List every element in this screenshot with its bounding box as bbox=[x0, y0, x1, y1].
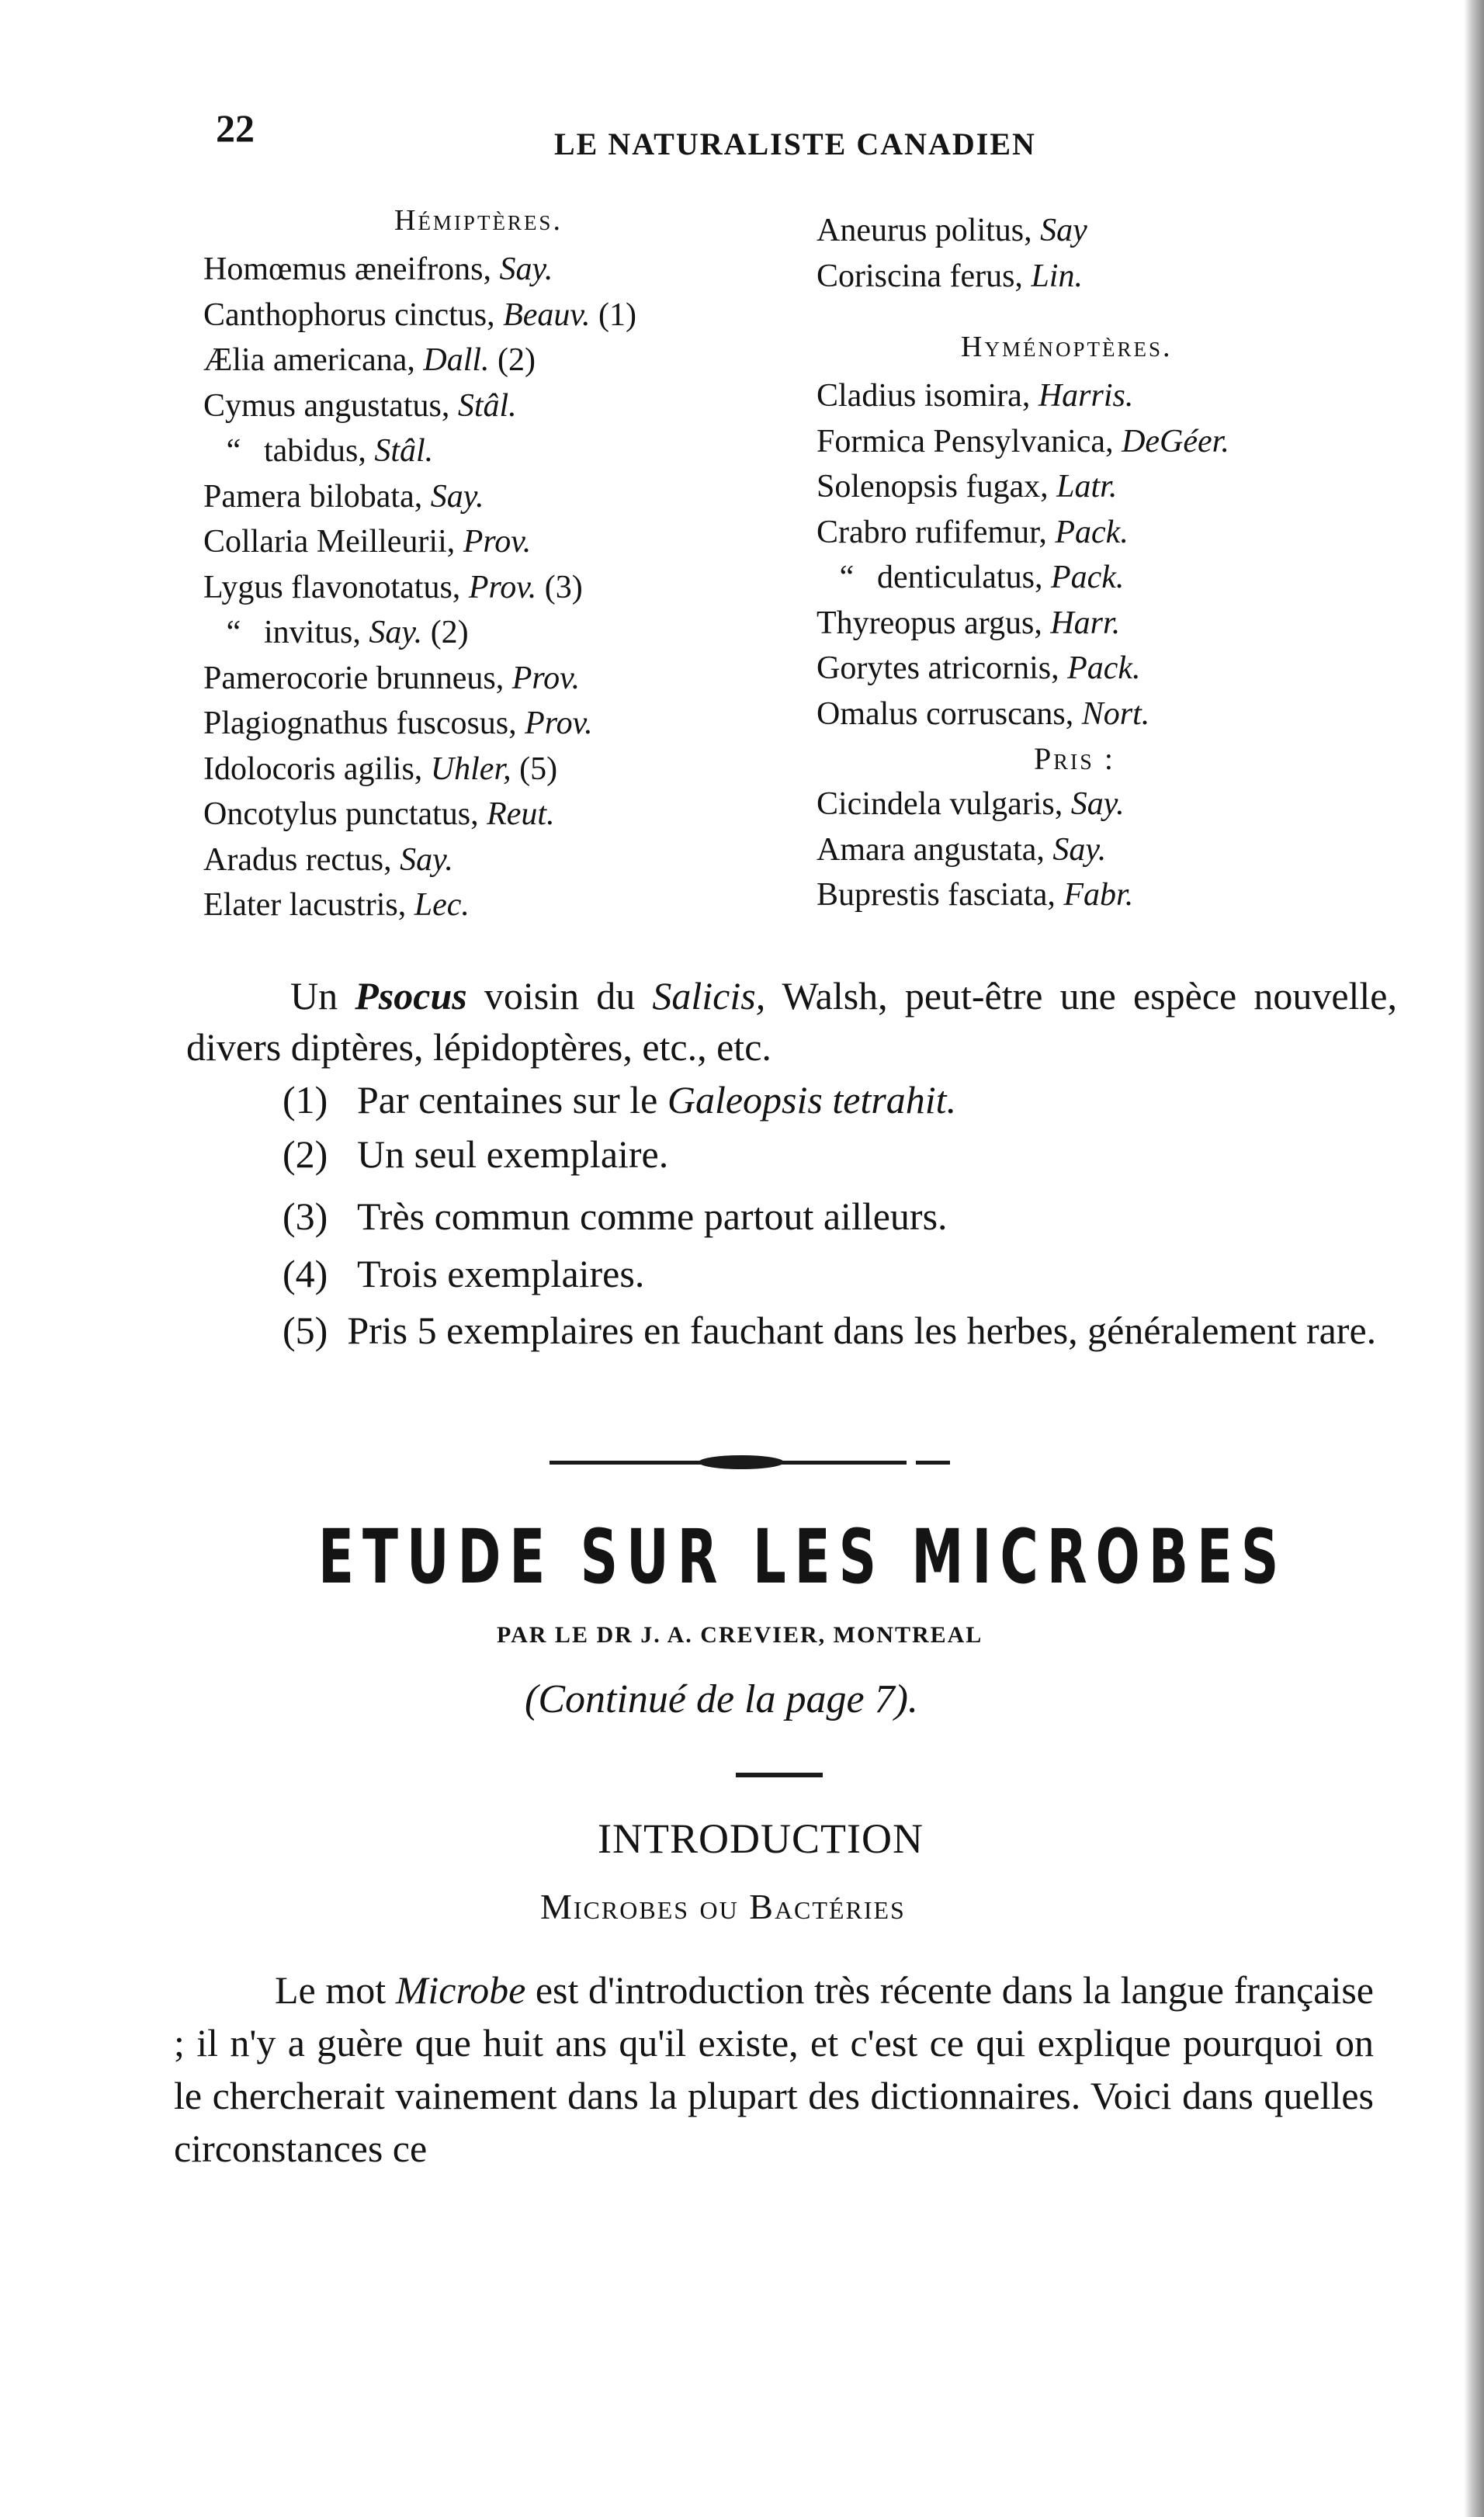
species-entry bbox=[203, 792, 793, 837]
species-name: Omalus corruscans, bbox=[817, 695, 1074, 732]
species-name: Crabro rufifemur, bbox=[817, 514, 1047, 550]
species-author: Say. bbox=[499, 251, 553, 287]
footnote bbox=[283, 1191, 948, 1242]
species-name: Canthophorus cinctus, bbox=[203, 296, 495, 333]
species-author: Prov. bbox=[525, 706, 593, 741]
species-name: Oncotylus punctatus, bbox=[203, 796, 479, 832]
body-text: est d'introduction très récente dans la langue française ; il n'y a guère que huit ans qu'il existe, et c'est ce qui explique pourquoi on le chercherait vainement dans la plupart des dictionnaires. Voici dans quelles circonstances ce bbox=[174, 1968, 1374, 2170]
species-author: Reut. bbox=[487, 796, 555, 832]
species-name: Solenopsis fugax, bbox=[817, 469, 1049, 504]
species-name: Aneurus politus, bbox=[817, 213, 1032, 248]
species-author: Harr. bbox=[1050, 605, 1121, 641]
article-title: ETUDE SUR LES MICROBES bbox=[318, 1513, 1288, 1600]
footnote-text: Par centaines sur le bbox=[357, 1078, 667, 1122]
footnote-text: Un seul exemplaire. bbox=[357, 1132, 669, 1176]
species-entry bbox=[817, 872, 1406, 918]
species-author: Pack. bbox=[1055, 514, 1129, 550]
species-name: Formica Pensylvanica, bbox=[817, 423, 1114, 459]
footnote-text: Très commun comme partout ailleurs. bbox=[357, 1194, 948, 1238]
footnote-text: Trois exemplaires. bbox=[357, 1252, 645, 1295]
footnote-ref: (2) bbox=[430, 615, 469, 650]
right-species-column bbox=[817, 208, 1406, 918]
species-name: Elater lacustris, bbox=[203, 887, 407, 923]
subsection-title: Microbes ou Bactéries bbox=[540, 1887, 906, 1926]
species-entry bbox=[203, 338, 793, 383]
species-author: Say. bbox=[369, 615, 423, 650]
species-author: Say. bbox=[400, 841, 453, 878]
paragraph-text: voisin du bbox=[466, 974, 653, 1018]
footnote-text: Pris 5 exemplaires en fauchant dans les herbes, généralement rare. bbox=[347, 1309, 1377, 1352]
species-author: DeGéer. bbox=[1122, 423, 1229, 459]
species-name: Cicindela vulgaris, bbox=[817, 786, 1063, 822]
footnote-ref: (3) bbox=[544, 569, 583, 605]
species-author: Uhler, bbox=[430, 751, 511, 787]
hemipteres-continued-list bbox=[817, 208, 1406, 299]
species-entry bbox=[203, 837, 793, 883]
short-rule bbox=[736, 1773, 823, 1777]
ditto-mark: “ bbox=[226, 615, 241, 650]
species-author: Harris. bbox=[1038, 378, 1134, 414]
footnote-ref: (2) bbox=[498, 342, 536, 378]
species-name: Buprestis fasciata, bbox=[817, 877, 1056, 913]
species-author: Say. bbox=[1070, 786, 1125, 822]
rule-dash bbox=[916, 1461, 950, 1465]
ditto-mark: “ bbox=[839, 560, 855, 595]
hymenopteres-list bbox=[817, 373, 1406, 737]
footnote-italic: Galeopsis tetrahit. bbox=[667, 1078, 957, 1122]
footnote-ref: (5) bbox=[519, 751, 558, 787]
section-heading-hymenopteres: Hyménoptères. bbox=[961, 331, 1173, 363]
species-author: Fabr. bbox=[1063, 877, 1134, 913]
species-name: Gorytes atricornis, bbox=[817, 650, 1059, 686]
species-entry bbox=[817, 555, 1406, 601]
pris-list bbox=[817, 782, 1406, 918]
species-entry bbox=[203, 519, 793, 565]
species-author: Say. bbox=[430, 478, 484, 515]
paragraph-text: Walsh, peut-être une espèce nouvelle, divers diptères, lépidoptères, etc., etc. bbox=[186, 974, 1397, 1069]
species-name: invitus, bbox=[264, 615, 361, 650]
species-name: Amara angustata, bbox=[817, 831, 1045, 868]
page-edge-shadow bbox=[1464, 0, 1484, 2517]
species-entry bbox=[203, 747, 793, 792]
species-entry bbox=[817, 208, 1406, 254]
section-title: INTRODUCTION bbox=[598, 1815, 924, 1862]
species-entry bbox=[817, 510, 1406, 556]
species-author: Nort. bbox=[1081, 695, 1150, 732]
species-author: Dall. bbox=[423, 342, 490, 378]
species-entry bbox=[203, 565, 793, 611]
species-entry bbox=[817, 254, 1406, 300]
pris-label: Pris : bbox=[1034, 741, 1115, 776]
species-author: Pack. bbox=[1067, 650, 1141, 686]
species-entry bbox=[817, 464, 1406, 510]
species-name: Idolocoris agilis, bbox=[203, 751, 423, 787]
species-entry bbox=[817, 419, 1406, 465]
species-entry bbox=[817, 692, 1406, 737]
species-name: Cymus angustatus, bbox=[203, 387, 450, 424]
left-species-column bbox=[203, 203, 793, 928]
species-name: denticulatus, bbox=[877, 560, 1043, 595]
species-name: Ælia americana, bbox=[203, 342, 415, 378]
species-entry bbox=[203, 247, 793, 293]
footnote-number: (1) bbox=[283, 1078, 328, 1122]
species-entry bbox=[817, 373, 1406, 419]
species-author: Stâl. bbox=[457, 387, 517, 424]
species-entry bbox=[817, 782, 1406, 827]
footnote-number: (2) bbox=[283, 1132, 328, 1176]
species-author: Stâl. bbox=[374, 433, 434, 469]
species-author: Prov. bbox=[511, 660, 581, 696]
footnote bbox=[186, 1304, 1397, 1357]
species-name: Pamerocorie brunneus, bbox=[203, 660, 504, 696]
species-entry bbox=[203, 701, 793, 747]
species-name: Lygus flavonotatus, bbox=[203, 569, 461, 605]
species-entry bbox=[203, 474, 793, 520]
species-name: Salicis, bbox=[652, 974, 766, 1018]
species-name: Cladius isomira, bbox=[817, 378, 1031, 414]
species-author: Latr. bbox=[1056, 469, 1118, 504]
species-name: Homœmus æneifrons, bbox=[203, 251, 491, 287]
species-entry bbox=[203, 383, 793, 429]
species-name: Aradus rectus, bbox=[203, 841, 392, 878]
species-name: Plagiognathus fuscosus, bbox=[203, 706, 517, 741]
section-heading-hemipteres: Hémiptères. bbox=[394, 204, 563, 237]
species-author: Lec. bbox=[414, 887, 470, 923]
species-author: Say bbox=[1040, 213, 1087, 248]
genus-name: Psocus bbox=[355, 974, 467, 1018]
psocus-paragraph bbox=[186, 970, 1397, 1073]
footnote bbox=[283, 1128, 668, 1180]
body-text: Le mot bbox=[275, 1968, 396, 2012]
species-entry bbox=[203, 610, 793, 656]
species-name: Coriscina ferus, bbox=[817, 258, 1023, 294]
body-italic-term: Microbe bbox=[395, 1968, 526, 2012]
species-author: Prov. bbox=[463, 524, 532, 560]
species-entry bbox=[203, 293, 793, 338]
species-author: Prov. bbox=[468, 569, 537, 605]
species-name: Thyreopus argus, bbox=[817, 605, 1042, 641]
species-name: tabidus, bbox=[264, 433, 366, 469]
footnote-number: (5) bbox=[283, 1309, 328, 1352]
article-byline: PAR LE DR J. A. CREVIER, MONTREAL bbox=[497, 1622, 983, 1648]
species-name: Collaria Meilleurii, bbox=[203, 524, 456, 560]
footnote-ref: (1) bbox=[598, 296, 636, 333]
hemipteres-list bbox=[203, 247, 793, 928]
species-entry bbox=[203, 656, 793, 702]
species-entry bbox=[203, 428, 793, 474]
footnote bbox=[283, 1074, 956, 1125]
running-title: LE NATURALISTE CANADIEN bbox=[554, 127, 1036, 161]
species-entry bbox=[203, 882, 793, 928]
rule-ornament bbox=[699, 1455, 784, 1469]
species-author: Beauv. bbox=[503, 296, 591, 333]
footnote-number: (4) bbox=[283, 1252, 328, 1295]
species-entry bbox=[817, 601, 1406, 647]
species-entry bbox=[817, 827, 1406, 873]
footnote bbox=[283, 1248, 644, 1299]
page-number: 22 bbox=[216, 106, 255, 150]
paragraph-text: Un bbox=[290, 974, 355, 1018]
species-author: Say. bbox=[1052, 831, 1107, 868]
species-name: Pamera bilobata, bbox=[203, 478, 423, 515]
species-author: Lin. bbox=[1031, 258, 1083, 294]
species-author: Pack. bbox=[1050, 560, 1125, 595]
species-entry bbox=[817, 646, 1406, 692]
article-body bbox=[174, 1964, 1374, 2175]
ditto-mark: “ bbox=[226, 433, 241, 469]
continued-note: (Continué de la page 7). bbox=[525, 1677, 918, 1721]
footnote-number: (3) bbox=[283, 1194, 328, 1238]
